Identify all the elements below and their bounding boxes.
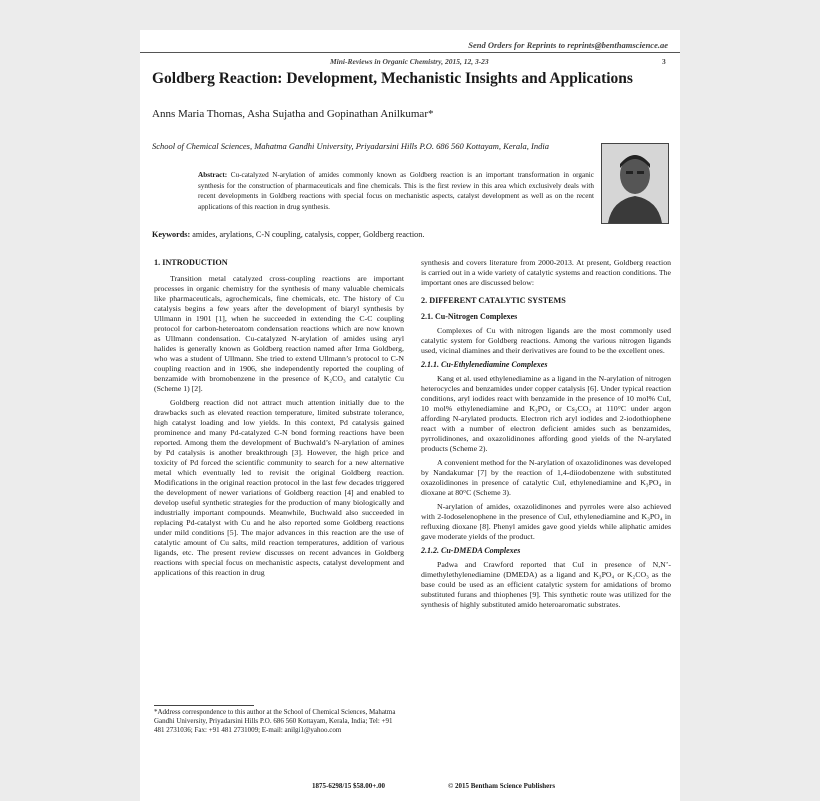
paragraph: Kang et al. used ethylenediamine as a ligand in the N-arylation of nitrogen heterocycles and benzamides under copper catalysis [6]. Under typical reaction conditions, aryl iodides react with benzamide in the presence of 10 mol% CuI, 10 mol% ethylenediamine and K₃PO₄ or Cs₂CO₃ at 110°C under argon affording N-arylated products. Electron rich aryl iodides and 2-iodothiophene react with a number of electron deficient amides such as benzamides, pyrrolidinones, and oxazolidinones affording good yields of the N-arylated products (Scheme 2).	[421, 374, 671, 453]
keywords-text: amides, arylations, C-N coupling, catalysis, copper, Goldberg reaction.	[190, 230, 425, 239]
author-list: Anns Maria Thomas, Asha Sujatha and Gopinathan Anilkumar*	[152, 108, 434, 120]
left-column	[154, 258, 404, 582]
reprints-header: Send Orders for Reprints to reprints@benthamscience.ae	[468, 40, 668, 50]
paragraph: synthesis and covers literature from 2000-2013. At present, Goldberg reaction is carried out in a wide variety of catalytic systems and reaction conditions. The important ones are discussed below:	[421, 258, 671, 287]
header-rule	[140, 52, 680, 53]
footnote-rule	[154, 705, 254, 706]
paragraph: Complexes of Cu with nitrogen ligands are the most commonly used catalytic system for Goldberg reactions. Among the various nitrogen ligands used, vicinal diamines and their derivatives are found to be the excellent ones.	[421, 326, 671, 355]
abstract	[198, 170, 594, 212]
subsection-heading: 2.1. Cu-Nitrogen Complexes	[421, 312, 518, 321]
author-photo	[601, 143, 669, 224]
abstract-label: Abstract:	[198, 171, 228, 179]
copyright: © 2015 Bentham Science Publishers	[448, 782, 556, 790]
keywords	[152, 230, 672, 239]
correspondence-footnote: *Address correspondence to this author at the School of Chemical Sciences, Mahatma Gandhi University, Priyadarsini Hills P.O. 686 560 Kottayam, Kerala, India; Tel: +91 481 2731036; Fax: +91 481 2731009; E-mail: anilgi1@yahoo.com	[154, 708, 396, 734]
issn-price: 1875-6298/15 $58.00+.00	[312, 782, 386, 790]
paragraph: Padwa and Crawford reported that CuI in presence of N,N’-dimethylethylenediamine (DMEDA) as a ligand and K₃PO₄ or K₂CO₃ as the base could be used as an efficient catalytic system for amidations of bromo substituted furans and thiophenes [9]. This synthetic route was utilized for the synthesis of highly substituted amido heteroaromatic substrates.	[421, 560, 671, 609]
portrait-image	[602, 144, 668, 223]
journal-citation: Mini-Reviews in Organic Chemistry, 2015, 12, 3-23	[330, 57, 489, 66]
subsection-heading: 2.1.2. Cu-DMEDA Complexes	[421, 546, 521, 555]
section-heading-catalytic-systems: 2. DIFFERENT CATALYTIC SYSTEMS	[421, 296, 566, 305]
page-number: 3	[662, 57, 666, 66]
keywords-label: Keywords:	[152, 230, 191, 239]
journal-page	[140, 30, 680, 801]
abstract-text: Cu-catalyzed N-arylation of amides commonly known as Goldberg reaction is an important transformation in organic synthesis for the construction of pharmaceuticals and fine chemicals. This is the first review in this area which exclusively deals with recent developments in Goldberg reactions with special focus on mechanistic aspects, catalyst development as well as on the recent applications of this reaction in drug synthesis.	[198, 171, 594, 211]
affiliation: School of Chemical Sciences, Mahatma Gandhi University, Priyadarsini Hills P.O. 686 560 Kottayam, Kerala, India	[152, 141, 549, 151]
paragraph: A convenient method for the N-arylation of oxazolidinones was developed by Nandakumar [7] by the reaction of 1,4-diiodobenzene with substituted oxazolidinones in presence of catalytic CuI, ethylenediamine and K₃PO₄ in dioxane at 80°C (Scheme 3).	[421, 458, 671, 497]
subsection-heading: 2.1.1. Cu-Ethylenediamine Complexes	[421, 360, 548, 369]
section-heading-introduction: 1. INTRODUCTION	[154, 258, 228, 267]
right-column	[421, 258, 671, 614]
paragraph: Goldberg reaction did not attract much attention initially due to the drawbacks such as elevated reaction temperature, limited substrate tolerance, high catalyst loading and low yields. In this context, Pd catalysis gained prominence and many Pd-catalyzed C-N bond forming reactions have been reported. Among them the development of Buchwald’s N-arylation of amines by Pd catalysis is another breakthrough [3]. However, the high price and toxicity of Pd forced the scientific community to search for a new alternative metal which eventually led to revisit the original Goldberg reaction. Modifications in the original reaction protocol in the last few decades triggered the development of newer variations of Goldberg reaction [4] and enabled to develop useful synthetic strategies for the production of many biologically and industrially important compounds. Meanwhile, Buchwald also succeeded in replacing Pd-catalyst with Cu and he also reported some Goldberg reactions under mild conditions [5]. The major advances in this reaction are the use of catalytic amount of Cu salts, mild reaction temperatures, addition of various ligands, etc. The present review discusses on recent advances in Goldberg reactions with special focus on mechanistic aspects, catalyst development and applications of this reaction in drug	[154, 398, 404, 577]
paragraph: N-arylation of amides, oxazolidinones and pyrroles were also achieved with 2-Iodoselenophene in the presence of CuI, ethylenediamine and K₃PO₄ in refluxing dioxane [8]. Phenyl amides gave good yields while aliphatic amides gave moderate yields of the product.	[421, 502, 671, 541]
article-title: Goldberg Reaction: Development, Mechanistic Insights and Applications	[152, 70, 633, 87]
paragraph: Transition metal catalyzed cross-coupling reactions are important processes in organic chemistry for the synthesis of many valuable chemicals like pharmaceuticals, agrochemicals, fine chemicals, etc. The history of Cu catalysis begins a few years after the development of biaryl synthesis by Ullmann in 1901 [1], when he succeeded in extending the C-C coupling protocol for carbon-heteroatom condensation reactions which are now known as Ullmann condensation. Cu-catalyzed N-arylation of amides using aryl halides is generally known as Goldberg reaction named after Irma Goldberg, who was a student of Ullmann. She tried to extend Ullmann’s protocol to C-N coupling reaction and in 1906, she independently reported the coupling of benzamide with bromobenzene in the presence of K₂CO₃ and catalytic Cu (Scheme 1) [2].	[154, 274, 404, 393]
